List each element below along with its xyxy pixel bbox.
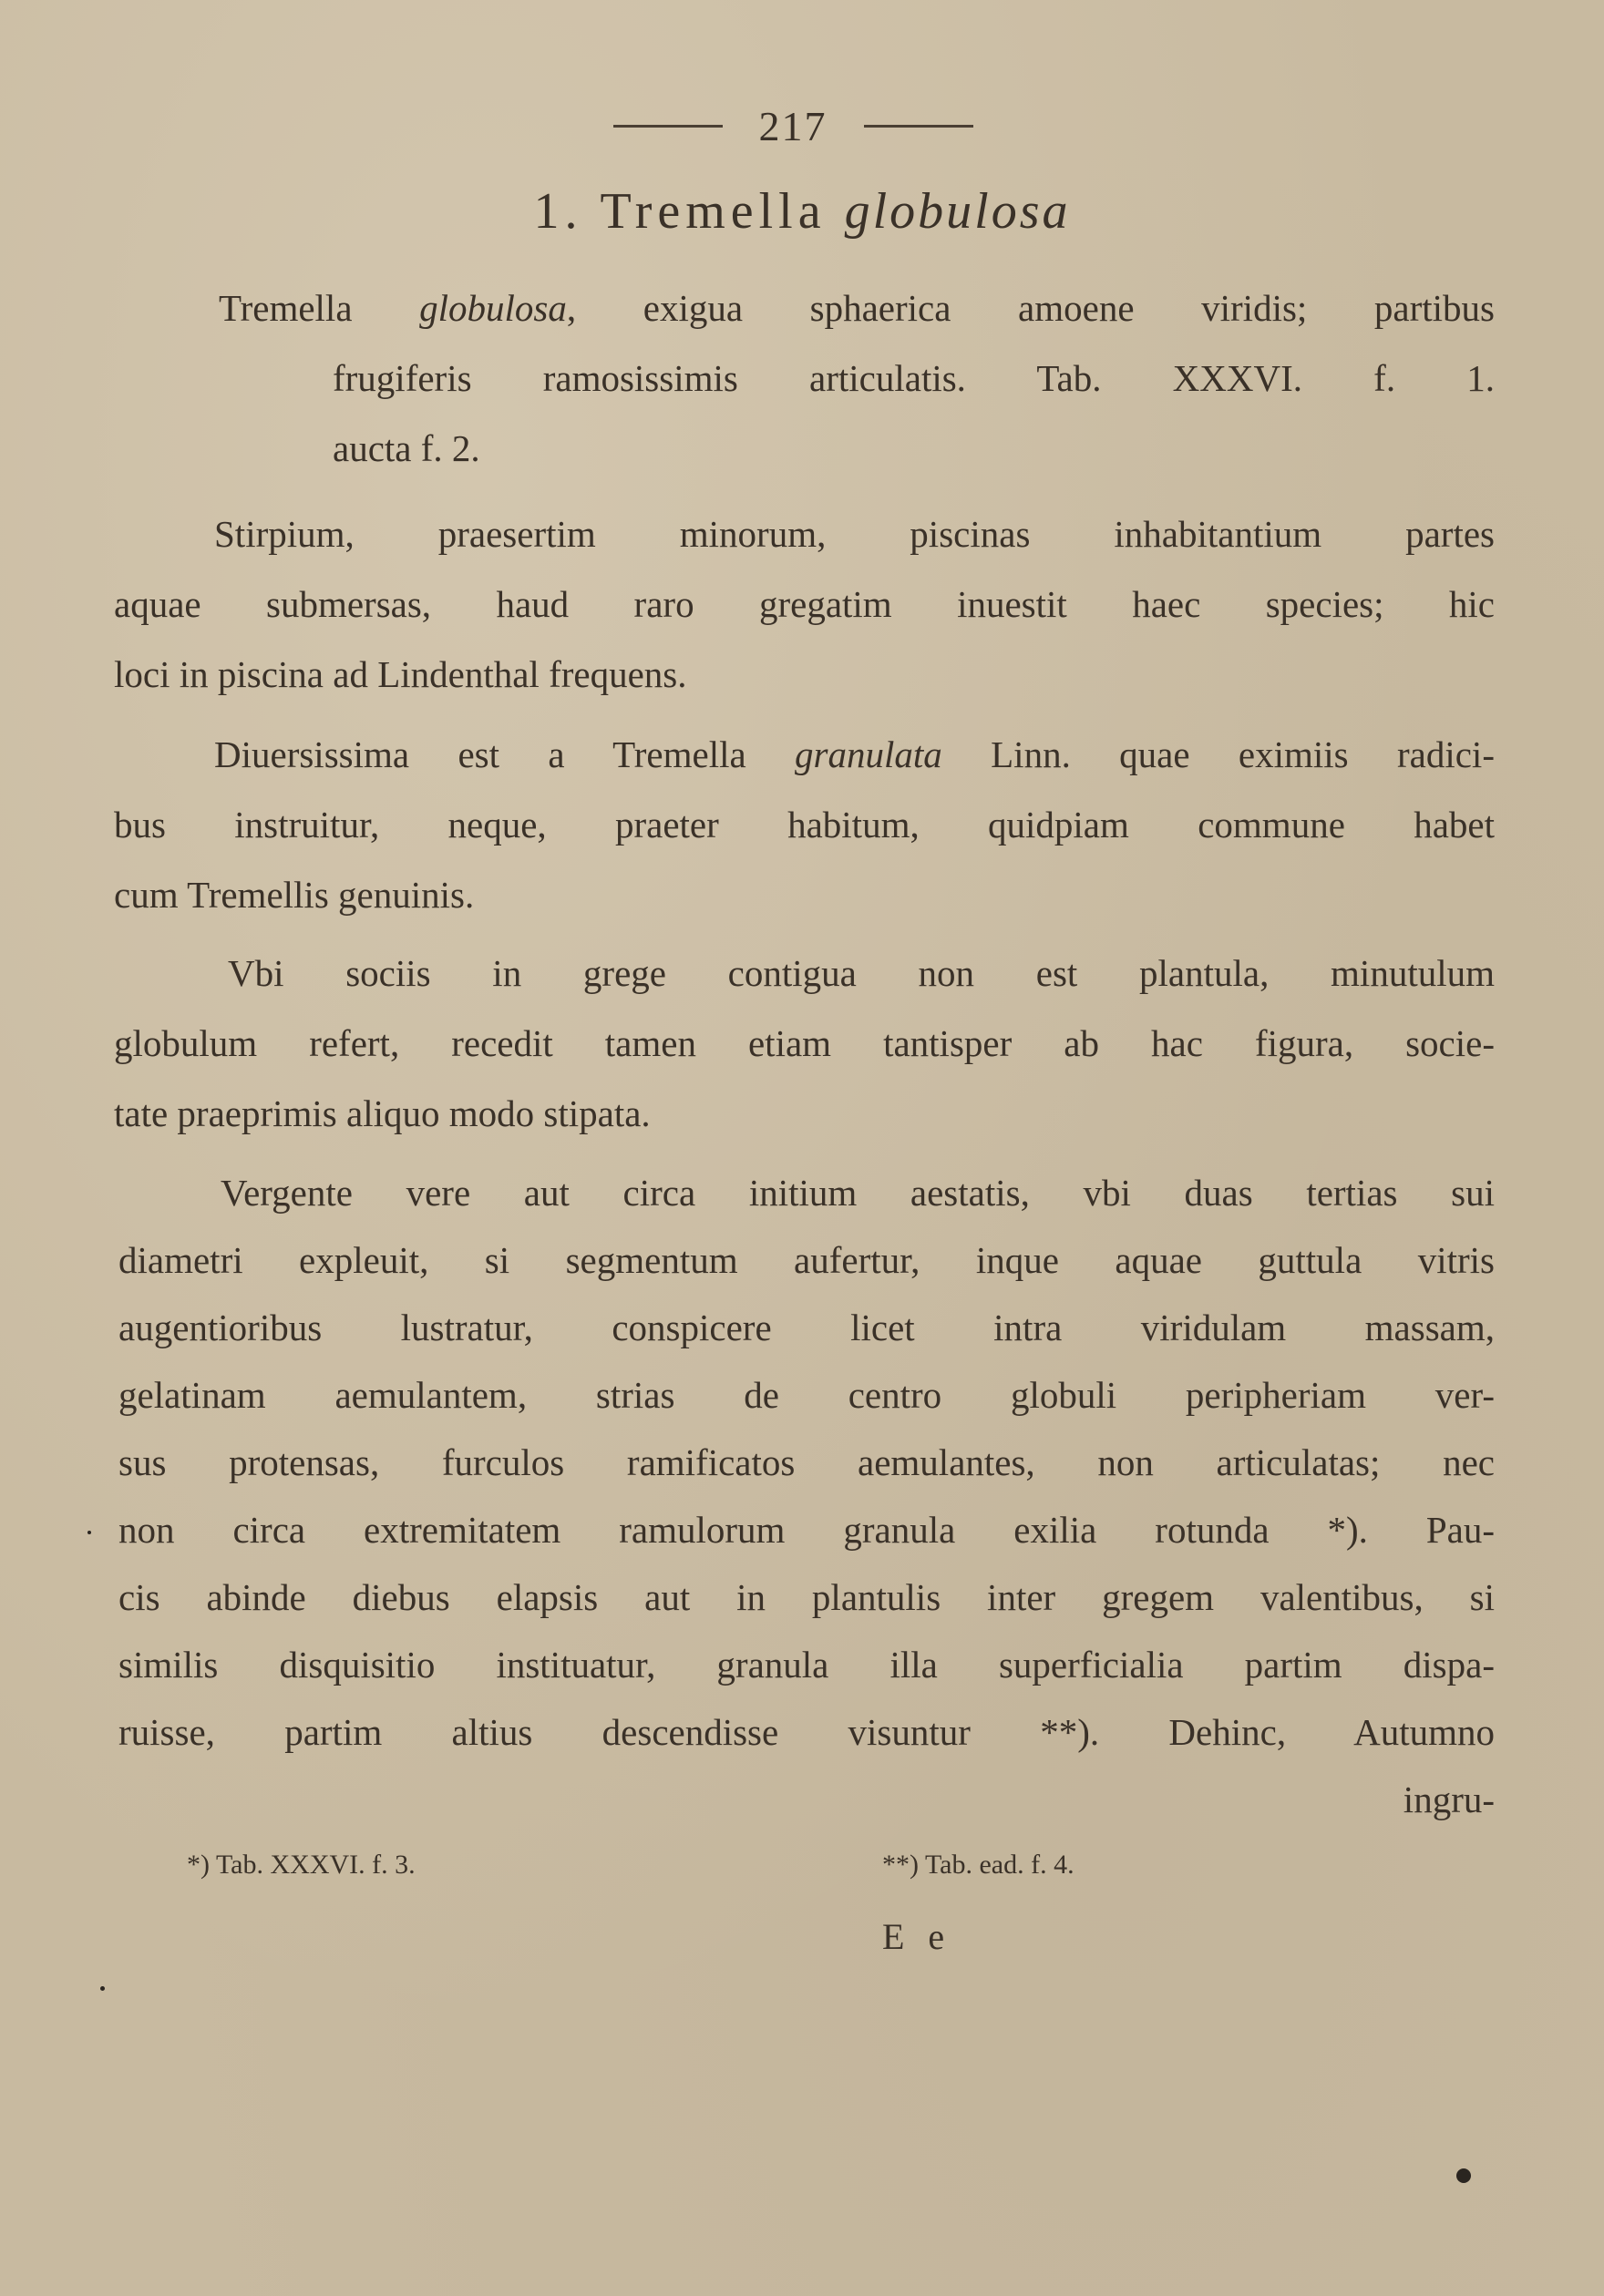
- catchword: ingru-: [1403, 1778, 1495, 1820]
- text-line: cis abinde diebus elapsis aut in plantulis inter gregem valentibus, si: [118, 1576, 1495, 1618]
- text-line: Diuersissima est a Tremella granulata Linn. quae eximiis radici-: [214, 733, 1495, 775]
- species-number: 1.: [533, 183, 583, 240]
- text-line: non circa extremitatem ramulorum granula exilia rotunda *). Pau-: [118, 1509, 1495, 1551]
- text-line: bus instruitur, neque, praeter habitum, quidpiam commune habet: [114, 804, 1495, 846]
- text-line: Vbi sociis in grege contigua non est plantula, minutulum: [228, 952, 1495, 994]
- text-line: diametri expleuit, si segmentum aufertur, inque aquae guttula vitris: [118, 1239, 1495, 1281]
- text-line: sus protensas, furculos ramificatos aemulantes, non articulatas; nec: [118, 1441, 1495, 1483]
- footnote-first: *) Tab. XXXVI. f. 3.: [187, 1850, 416, 1880]
- header-rule-right: [864, 125, 973, 128]
- text-line: aquae submersas, haud raro gregatim inuestit haec species; hic: [114, 583, 1495, 625]
- paragraph-habitat: [114, 499, 1495, 710]
- paragraph-form: [114, 938, 1495, 1149]
- page-header: [583, 98, 1002, 153]
- paragraph-distinction: [114, 720, 1495, 930]
- ink-speck: [100, 1986, 105, 1991]
- text-line: cum Tremellis genuinis.: [114, 874, 475, 916]
- header-rule-left: [613, 125, 723, 128]
- diagnosis-line: frugiferis ramosissimis articulatis. Tab. XXXVI. f. 1.: [333, 357, 1495, 399]
- genus-name: Tremella: [600, 183, 827, 240]
- text-line: ruisse, partim altius descendisse visuntur **). Dehinc, Autumno: [118, 1711, 1495, 1753]
- footnote-second: **) Tab. ead. f. 4.: [882, 1850, 1074, 1880]
- diagnosis-line: aucta f. 2.: [333, 427, 480, 469]
- text-line: gelatinam aemulantem, strias de centro globuli peripheriam ver-: [118, 1374, 1495, 1416]
- text-line: loci in piscina ad Lindenthal frequens.: [114, 653, 687, 695]
- text-line: similis disquisitio instituatur, granula illa superficialia partim dispa-: [118, 1644, 1495, 1686]
- species-epithet: globulosa: [844, 183, 1071, 240]
- diagnosis: [219, 273, 1495, 484]
- ink-speck: [87, 1531, 91, 1534]
- text-line: augentioribus lustratur, conspicere licet intra viridulam massam,: [118, 1307, 1495, 1348]
- species-heading: [0, 182, 1604, 241]
- ink-speck: [1456, 2168, 1471, 2183]
- text-line: Stirpium, praesertim minorum, piscinas inhabitantium partes: [214, 513, 1495, 555]
- diagnosis-line: Tremella globulosa, exigua sphaerica amoene viridis; partibus: [219, 287, 1495, 329]
- page-number: 217: [758, 102, 828, 149]
- text-line: Vergente vere aut circa initium aestatis, vbi duas tertias sui: [221, 1172, 1495, 1214]
- text-line: tate praeprimis aliquo modo stipata.: [114, 1092, 651, 1134]
- signature-mark: E e: [882, 1916, 952, 1957]
- text-line: globulum refert, recedit tamen etiam tantisper ab hac figura, socie-: [114, 1022, 1495, 1064]
- paragraph-observation: [118, 1159, 1495, 1833]
